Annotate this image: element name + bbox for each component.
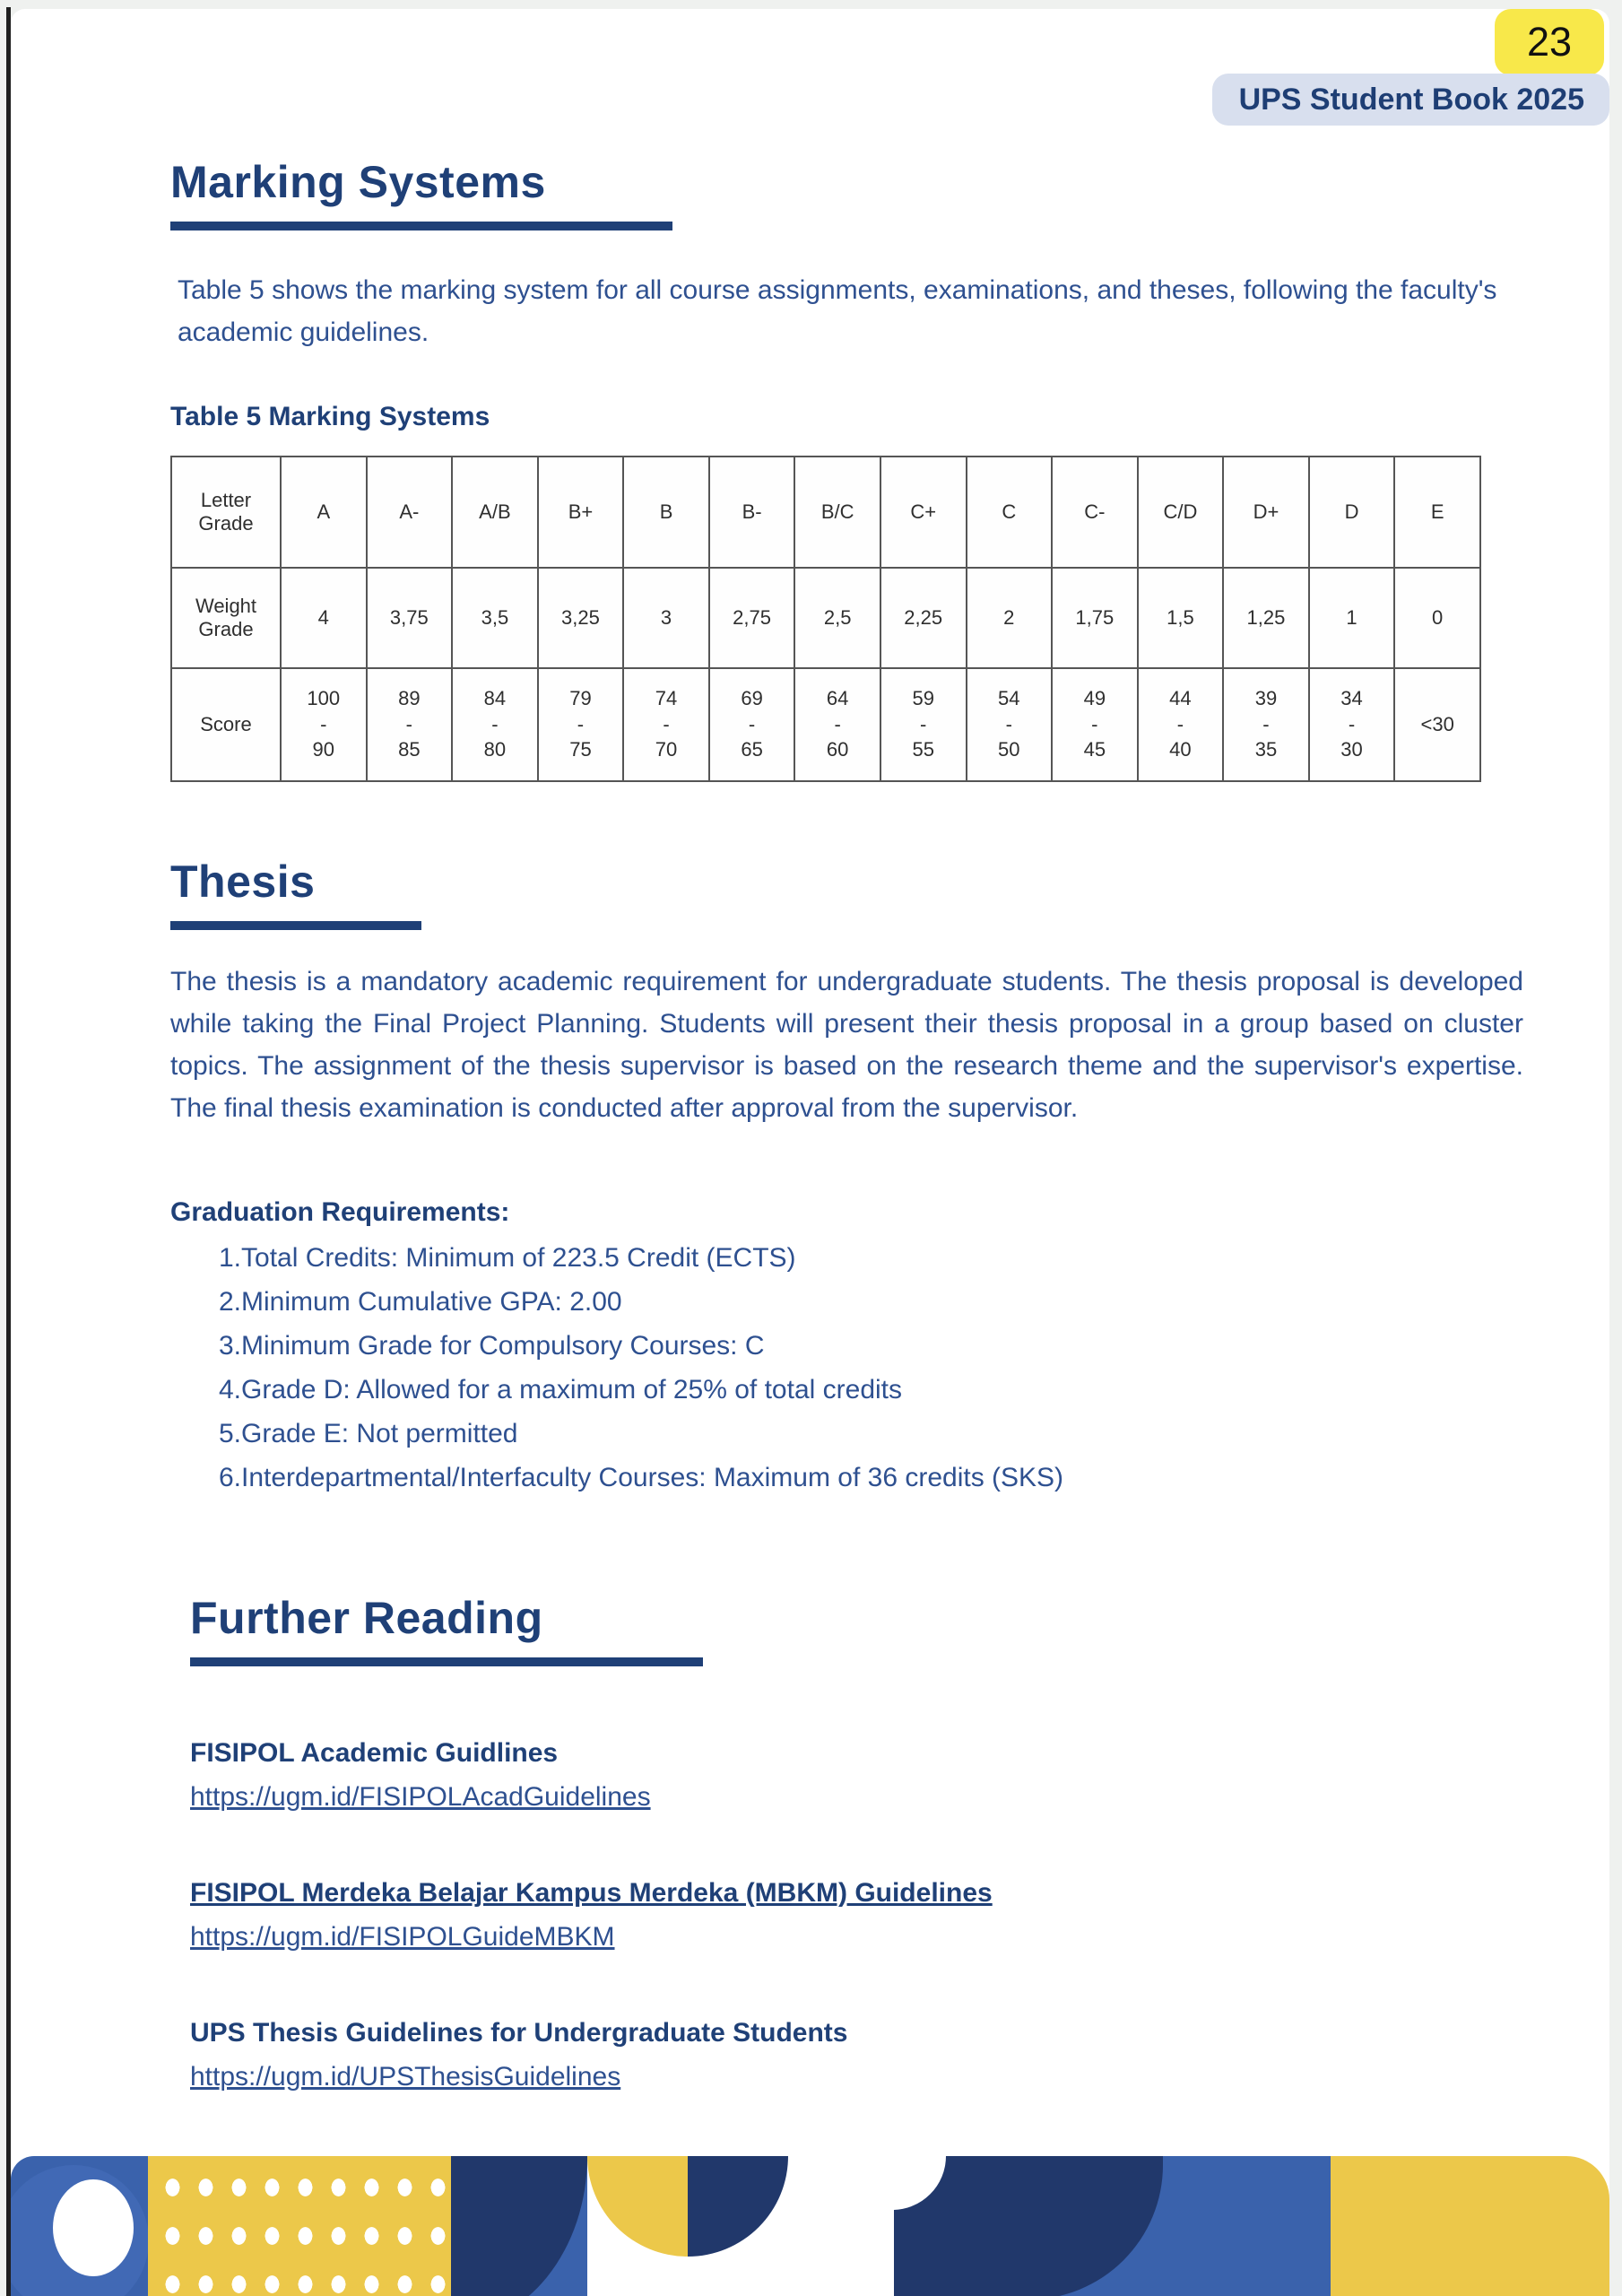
decor-white-quarters-tile — [587, 2156, 894, 2296]
letter-grade-cell: D — [1309, 457, 1395, 568]
score-cell — [1394, 668, 1480, 781]
weight-grade-cell: 3,5 — [452, 568, 538, 668]
marking-systems-heading: Marking Systems — [170, 157, 546, 207]
weight-grade-cell: 3,75 — [367, 568, 453, 668]
score-cell — [538, 668, 624, 781]
weight-grade-cell: 2 — [967, 568, 1053, 668]
letter-grade-cell: D+ — [1223, 457, 1309, 568]
reading-entry — [190, 1733, 1523, 1817]
heading-underline — [190, 1657, 703, 1666]
row-label: Weight Grade — [171, 568, 281, 668]
letter-grade-cell: E — [1394, 457, 1480, 568]
further-reading-heading: Further Reading — [190, 1592, 543, 1643]
graduation-item: 1.Total Credits: Minimum of 223.5 Credit (ECTS) — [219, 1243, 796, 1274]
heading-underline — [170, 222, 672, 230]
section-further-reading — [190, 1594, 1523, 2097]
section-marking-systems — [170, 158, 1523, 782]
score-range: 49 - 45 — [1083, 687, 1106, 761]
weight-grade-cell: 3 — [623, 568, 709, 668]
thesis-heading: Thesis — [170, 857, 316, 907]
letter-grade-cell: A- — [367, 457, 453, 568]
decor-yellow-corner-tile — [1331, 2156, 1609, 2296]
table-caption: Table 5 Marking Systems — [170, 402, 490, 431]
decor-blue-quarter-tile — [451, 2156, 587, 2296]
footer-decoration — [11, 2156, 1609, 2296]
score-cell — [1223, 668, 1309, 781]
heading-underline — [170, 921, 421, 930]
reading-entry-link[interactable]: https://ugm.id/FISIPOLAcadGuidelines — [190, 1781, 651, 1812]
score-range: 100 - 90 — [307, 687, 341, 761]
weight-grade-cell: 4 — [281, 568, 367, 668]
letter-grade-cell: B/C — [794, 457, 880, 568]
marking-intro-paragraph: Table 5 shows the marking system for all course assignments, examinations, and theses, following the faculty's academic guidelines. — [178, 275, 1497, 347]
decor-navy-quarter — [451, 2156, 587, 2296]
thesis-paragraph: The thesis is a mandatory academic requirement for undergraduate students. The thesis proposal is developed while taking the Final Project Planning. Students will present their thesis proposal in a group based on cluster topics. The assignment of the thesis supervisor is based on the research theme and the supervisor's expertise. The final thesis examination is conducted after approval from the supervisor. — [170, 967, 1523, 1124]
page — [11, 9, 1609, 2296]
score-cell — [367, 668, 453, 781]
table-body — [171, 457, 1480, 781]
table-row — [171, 568, 1480, 668]
graduation-requirements-title: Graduation Requirements: — [170, 1197, 510, 1228]
decor-navy-quarter — [688, 2156, 788, 2257]
score-cell — [1309, 668, 1395, 781]
page-number: 23 — [1526, 19, 1573, 65]
reading-entry — [190, 2013, 1523, 2097]
weight-grade-cell: 1,75 — [1052, 568, 1138, 668]
book-title: UPS Student Book 2025 — [1238, 82, 1584, 117]
letter-grade-cell: B+ — [538, 457, 624, 568]
score-cell — [880, 668, 967, 781]
decor-white-oval — [53, 2179, 134, 2276]
reading-entry-title: FISIPOL Academic Guidlines — [190, 1737, 559, 1768]
row-label: Score — [171, 668, 281, 781]
graduation-requirements-list — [170, 1237, 1523, 1500]
row-label: Letter Grade — [171, 457, 281, 568]
table-row — [171, 457, 1480, 568]
score-cell — [794, 668, 880, 781]
letter-grade-cell: C+ — [880, 457, 967, 568]
page-content — [11, 9, 1609, 2097]
score-cell — [1052, 668, 1138, 781]
reading-entry-title: UPS Thesis Guidelines for Undergraduate Students — [190, 2017, 848, 2048]
weight-grade-cell: 1,5 — [1138, 568, 1224, 668]
reading-entry-link[interactable]: https://ugm.id/FISIPOLGuideMBKM — [190, 1921, 615, 1952]
score-range: 84 - 80 — [483, 687, 507, 761]
weight-grade-cell: 1 — [1309, 568, 1395, 668]
score-range: 69 - 65 — [741, 687, 763, 761]
further-reading-entries — [190, 1733, 1523, 2097]
letter-grade-cell: A — [281, 457, 367, 568]
letter-grade-cell: C- — [1052, 457, 1138, 568]
letter-grade-cell: A/B — [452, 457, 538, 568]
graduation-item: 3.Minimum Grade for Compulsory Courses: C — [219, 1331, 765, 1361]
weight-grade-cell: 2,25 — [880, 568, 967, 668]
letter-grade-cell: B — [623, 457, 709, 568]
decor-yellow-quarter — [587, 2156, 688, 2257]
graduation-item: 4.Grade D: Allowed for a maximum of 25% of total credits — [219, 1375, 902, 1405]
graduation-item: 6.Interdepartmental/Interfaculty Courses: Maximum of 36 credits (SKS) — [219, 1462, 1064, 1492]
letter-grade-cell: B- — [709, 457, 795, 568]
score-range: 54 - 50 — [998, 687, 1020, 761]
decor-blue-circle-tile — [11, 2156, 148, 2296]
decor-blue-dome-tile — [894, 2156, 1331, 2296]
letter-grade-cell: C/D — [1138, 457, 1224, 568]
graduation-item: 5.Grade E: Not permitted — [219, 1418, 518, 1448]
weight-grade-cell: 0 — [1394, 568, 1480, 668]
reading-entry-link[interactable]: https://ugm.id/UPSThesisGuidelines — [190, 2061, 621, 2092]
score-range: 74 - 70 — [655, 687, 678, 761]
score-cell — [709, 668, 795, 781]
score-cell — [452, 668, 538, 781]
weight-grade-cell: 1,25 — [1223, 568, 1309, 668]
section-thesis — [170, 857, 1523, 1500]
weight-grade-cell: 2,75 — [709, 568, 795, 668]
table-row — [171, 668, 1480, 781]
score-cell — [623, 668, 709, 781]
graduation-item: 2.Minimum Cumulative GPA: 2.00 — [219, 1287, 622, 1318]
letter-grade-cell: C — [967, 457, 1053, 568]
score-range: <30 — [1420, 712, 1454, 735]
score-range: 34 - 30 — [1340, 687, 1363, 761]
score-cell — [967, 668, 1053, 781]
weight-grade-cell: 3,25 — [538, 568, 624, 668]
score-range: 39 - 35 — [1254, 687, 1278, 761]
marking-table — [170, 456, 1481, 782]
score-range: 79 - 75 — [569, 687, 592, 761]
reading-entry-title[interactable]: FISIPOL Merdeka Belajar Kampus Merdeka (MBKM) Guidelines — [190, 1877, 993, 1908]
score-range: 44 - 40 — [1169, 687, 1192, 761]
weight-grade-cell: 2,5 — [794, 568, 880, 668]
reading-entry — [190, 1873, 1523, 1957]
score-range: 64 - 60 — [826, 687, 849, 761]
score-cell — [281, 668, 367, 781]
decor-yellow-dots-tile — [148, 2156, 451, 2296]
score-cell — [1138, 668, 1224, 781]
score-range: 89 - 85 — [398, 687, 421, 761]
score-range: 59 - 55 — [912, 687, 934, 761]
